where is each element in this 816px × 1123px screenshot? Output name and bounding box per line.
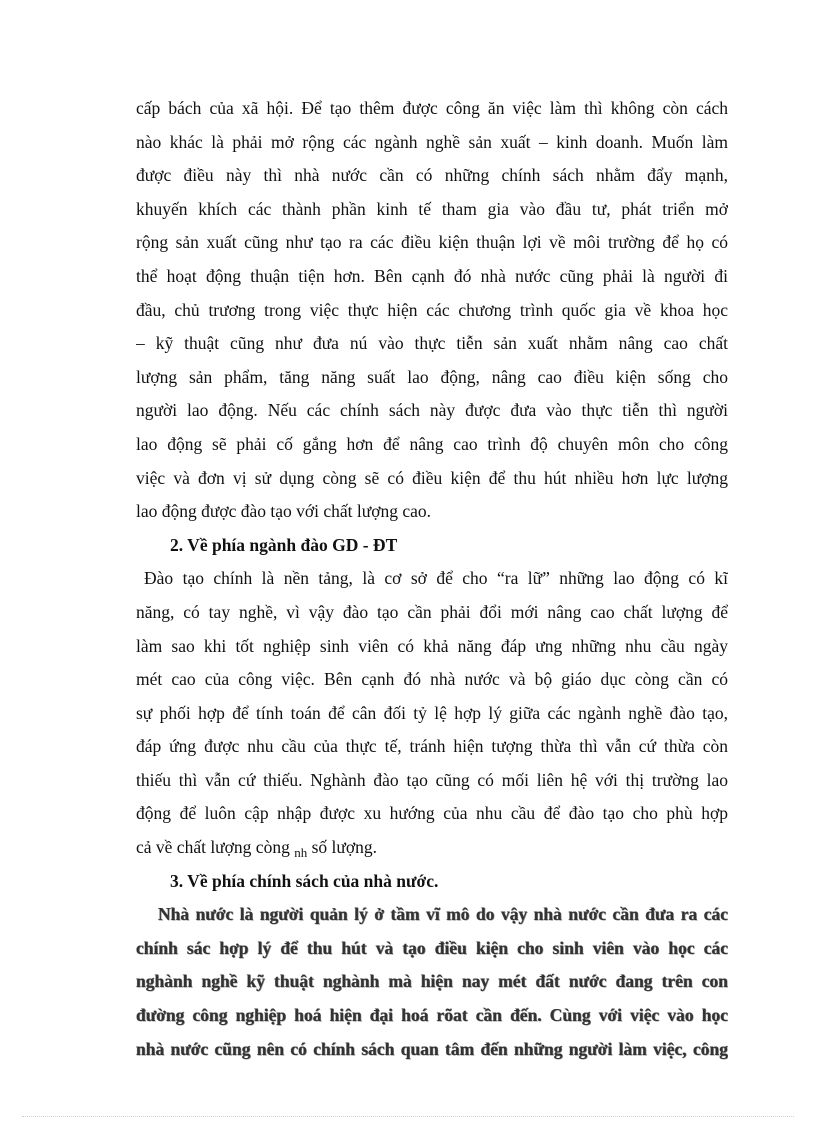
- text-line: đầu, chủ trương trong việc thực hiện các chương trình quốc gia về khoa học: [136, 299, 728, 320]
- text-line: người lao động. Nếu các chính sách này được đưa vào thực tiễn thì người: [136, 400, 728, 421]
- text-line: làm sao khi tốt nghiệp sinh viên có khả năng đáp ưng những nhu cầu ngày: [136, 635, 728, 656]
- subscript-fragment: nh: [294, 845, 308, 861]
- paragraph-2: [136, 562, 728, 864]
- text-fragment: số lượng.: [307, 837, 377, 858]
- text-line: mét cao của công việc. Bên cạnh đó nhà nước và bộ giáo dục còng cần có: [136, 669, 728, 690]
- text-line: [136, 831, 728, 865]
- text-line: rộng sản xuất cũng như tạo ra các điều kiện thuận lợi về môi trường để họ có: [136, 232, 728, 253]
- paragraph-3: [136, 898, 728, 1066]
- paragraph-1: [136, 92, 728, 529]
- text-line: đường công nghiệp hoá hiện đại hoá rõat cần đến. Cùng với việc vào học: [136, 1005, 728, 1026]
- document-body: [136, 92, 728, 1066]
- text-line: cấp bách của xã hội. Để tạo thêm được công ăn việc làm thì không còn cách: [136, 98, 728, 118]
- text-line: thể hoạt động thuận tiện hơn. Bên cạnh đó nhà nước cũng phải là người đi: [136, 265, 728, 286]
- text-line: – kỹ thuật cũng như đưa nú vào thực tiễn sản xuất nhằm nâng cao chất: [136, 333, 728, 354]
- text-line: khuyến khích các thành phần kinh tế tham gia vào đầu tư, phát triển mở: [136, 198, 728, 219]
- text-line: năng, có tay nghề, vì vậy đào tạo cần phải đổi mới nâng cao chất lượng để: [136, 601, 728, 622]
- section-heading-2: 2. Về phía ngành đào GD - ĐT: [170, 534, 398, 555]
- page-bottom-divider: [22, 1116, 794, 1117]
- text-line: lượng sản phẩm, tăng năng suất lao động, nâng cao điều kiện sống cho: [136, 366, 728, 387]
- text-line: Đào tạo chính là nền tảng, là cơ sở để cho “ra lữ” những lao động có kĩ: [144, 568, 728, 589]
- text-line: chính sác hợp lý để thu hút và tạo điều kiện cho sinh viên vào học các: [136, 937, 728, 958]
- text-line: đáp ứng được nhu cầu của thực tế, tránh hiện tượng thừa thì vẫn cứ thừa còn: [136, 736, 728, 757]
- text-line: thiếu thì vẫn cứ thiếu. Nghành đào tạo cũng có mối liên hệ với thị trường lao: [136, 769, 728, 790]
- text-line: việc và đơn vị sử dụng còng sẽ có điều kiện để thu hút nhiều hơn lực lượng: [136, 467, 728, 488]
- text-line: được điều này thì nhà nước cần có những chính sách nhằm đẩy mạnh,: [136, 165, 728, 186]
- text-line: nghành nghề kỹ thuật nghành mà hiện nay mét đất nước đang trên con: [136, 971, 728, 992]
- text-line: sự phối hợp để tính toán để cân đối tỷ lệ hợp lý giữa các ngành nghề đào tạo,: [136, 702, 728, 723]
- text-line: động để luôn cập nhập được xu hướng của nhu cầu để đào tạo cho phù hợp: [136, 803, 728, 824]
- text-fragment: cả về chất lượng còng: [136, 837, 295, 858]
- text-line: nào khác là phải mở rộng các ngành nghề sản xuất – kinh doanh. Muốn làm: [136, 131, 728, 152]
- text-line: lao động được đào tạo với chất lượng cao.: [136, 501, 432, 522]
- text-line: lao động sẽ phải cố gắng hơn để nâng cao trình độ chuyên môn cho công: [136, 433, 728, 454]
- text-line: nhà nước cũng nên có chính sách quan tâm đến những người làm việc, công: [136, 1038, 728, 1059]
- text-line: Nhà nước là người quản lý ở tầm vĩ mô do vậy nhà nước cần đưa ra các: [158, 904, 728, 925]
- section-heading-3: 3. Về phía chính sách của nhà nước.: [170, 870, 439, 891]
